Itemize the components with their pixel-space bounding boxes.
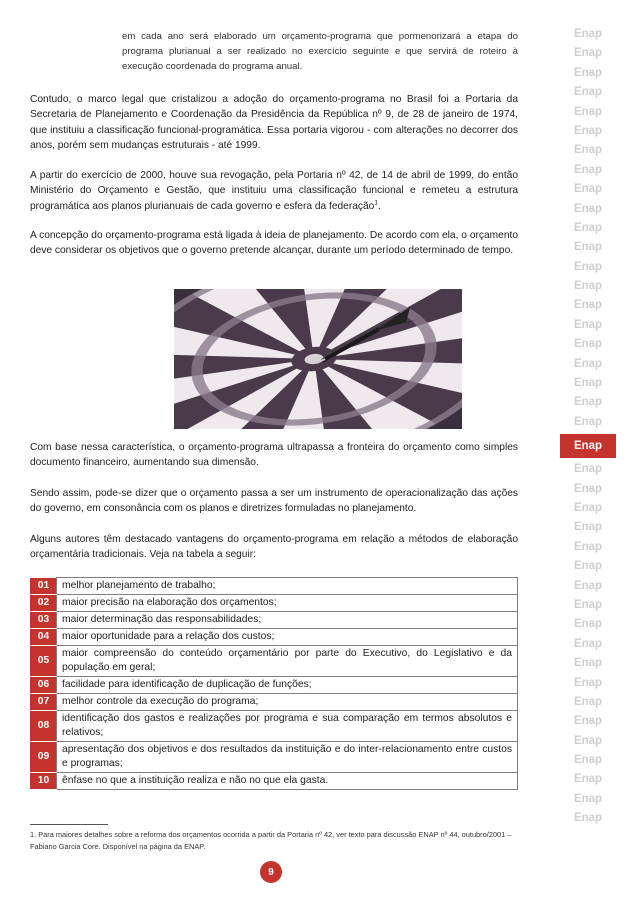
sidebar-tab[interactable]: Enap: [573, 338, 603, 351]
sidebar-tab-active[interactable]: Enap: [560, 434, 616, 458]
sidebar-tab[interactable]: Enap: [573, 183, 603, 196]
table-row: [31, 612, 518, 629]
sidebar-tab[interactable]: Enap: [573, 299, 603, 312]
sidebar-tab[interactable]: Enap: [573, 618, 603, 631]
table-row: [31, 694, 518, 711]
sidebar-tab[interactable]: Enap: [573, 560, 603, 573]
row-number: 07: [31, 694, 57, 711]
sidebar-tab[interactable]: Enap: [573, 163, 603, 176]
sidebar-tab[interactable]: Enap: [573, 812, 603, 825]
paragraph-2-text: A partir do exercício de 2000, houve sua revogação, pela Portaria nº 42, de 14 de abril de 1999, do então Ministério do Orçamento e Gestão, que instituiu uma classificação funcional e remeteu a estrutura programática aos planos plurianuais de cada governo e esfera da federação: [30, 170, 518, 212]
sidebar-tab[interactable]: Enap: [573, 754, 603, 767]
footnote: 1. Para maiores detalhes sobre a reforma dos orçamentos ocorrida a partir da Portaria nº 42, ver texto para discussão ENAP nº 44, outubro/2001 – Fabiano Garcia Core. Disponível na página da ENAP.: [30, 830, 512, 851]
table-row: [31, 711, 518, 742]
sidebar-tab[interactable]: Enap: [573, 144, 603, 157]
sidebar-tab[interactable]: Enap: [573, 734, 603, 747]
sidebar-tab[interactable]: Enap: [573, 318, 603, 331]
sidebar-tab[interactable]: Enap: [573, 357, 603, 370]
sidebar-tab[interactable]: Enap: [573, 124, 603, 137]
sidebar-tab[interactable]: Enap: [573, 540, 603, 553]
page-number-badge: 9: [260, 861, 282, 883]
row-number: 03: [31, 612, 57, 629]
sidebar-tab[interactable]: Enap: [573, 598, 603, 611]
row-number: 04: [31, 629, 57, 646]
footnote-ref[interactable]: 1: [374, 199, 378, 207]
advantages-table: [30, 577, 518, 790]
sidebar-tab[interactable]: Enap: [573, 377, 603, 390]
row-number: 02: [31, 595, 57, 612]
row-text: melhor planejamento de trabalho;: [57, 578, 518, 595]
row-text: facilidade para identificação de duplicação de funções;: [57, 677, 518, 694]
paragraph-6: Alguns autores têm destacado vantagens do orçamento-programa em relação a métodos de elaboração orçamentária tradicionais. Veja na tabela a seguir:: [30, 534, 518, 561]
sidebar-tab[interactable]: Enap: [573, 792, 603, 805]
table-row: [31, 629, 518, 646]
sidebar-tab[interactable]: Enap: [573, 415, 603, 428]
table-row: [31, 578, 518, 595]
row-number: 06: [31, 677, 57, 694]
sidebar-tab[interactable]: Enap: [573, 501, 603, 514]
dartboard-photo: [174, 289, 462, 429]
row-number: 01: [31, 578, 57, 595]
table-row: [31, 595, 518, 612]
sidebar-tab[interactable]: Enap: [573, 482, 603, 495]
row-number: 09: [31, 742, 57, 773]
row-text: melhor controle da execução do programa;: [57, 694, 518, 711]
sidebar-tab[interactable]: Enap: [573, 657, 603, 670]
sidebar-tab[interactable]: Enap: [573, 715, 603, 728]
table-row: [31, 773, 518, 790]
sidebar-tab[interactable]: Enap: [573, 105, 603, 118]
sidebar-tab[interactable]: Enap: [573, 86, 603, 99]
paragraph-4: Com base nessa característica, o orçamento-programa ultrapassa a fronteira do orçamento como simples documento financeiro, aumentando sua dimensão.: [30, 442, 518, 469]
dartboard-icon: [174, 289, 462, 429]
sidebar-tab[interactable]: Enap: [573, 241, 603, 254]
sidebar-tab[interactable]: Enap: [573, 396, 603, 409]
row-text: identificação dos gastos e realizações por programa e sua comparação em termos absolutos e relativos;: [57, 711, 518, 742]
row-text: maior precisão na elaboração dos orçamentos;: [57, 595, 518, 612]
sidebar-tab[interactable]: Enap: [573, 28, 603, 40]
row-text: ênfase no que a instituição realiza e não no que ela gasta.: [57, 773, 518, 790]
paragraph-5: Sendo assim, pode-se dizer que o orçamento passa a ser um instrumento de operacionalização das ações do governo, em consonância com os planos e diretrizes formuladas no planejamento.: [30, 488, 518, 515]
row-text: maior determinação das responsabilidades;: [57, 612, 518, 629]
row-text: maior oportunidade para a relação dos custos;: [57, 629, 518, 646]
sidebar-tab[interactable]: Enap: [573, 202, 603, 215]
sidebar-tab[interactable]: Enap: [573, 47, 603, 60]
paragraph-2: A partir do exercício de 2000, houve sua revogação, pela Portaria nº 42, de 14 de abril de 1999, do então Ministério do Orçamento e Gestão, que instituiu uma classificação funcional e remeteu a estrutura programática aos planos plurianuais de cada governo e esfera da federação$^1$.: [30, 170, 518, 212]
sidebar-enap-tabs: [560, 25, 616, 829]
paragraph-1: Contudo, o marco legal que cristalizou a adoção do orçamento-programa no Brasil foi a Portaria da Secretaria de Planejamento e Coordenação da Presidência da República nº 9, de 28 de janeiro de 1974, que instituiu a classificação funcional-programática. Essa portaria vigorou - com alterações no decorrer dos anos, porém sem mudanças estruturais - até 1999.: [30, 94, 518, 152]
sidebar-tab[interactable]: Enap: [573, 695, 603, 708]
sidebar-tab[interactable]: Enap: [573, 66, 603, 79]
row-number: 08: [31, 711, 57, 742]
sidebar-tab[interactable]: Enap: [573, 521, 603, 534]
table-row: [31, 677, 518, 694]
sidebar-tab[interactable]: Enap: [573, 637, 603, 650]
sidebar-tab[interactable]: Enap: [573, 260, 603, 273]
table-row: [31, 646, 518, 677]
footnote-divider: [30, 824, 108, 825]
sidebar-tab[interactable]: Enap: [573, 676, 603, 689]
sidebar-tab[interactable]: Enap: [573, 280, 603, 293]
row-text: apresentação dos objetivos e dos resultados da instituição e do inter-relacionamento entre custos e programas;: [57, 742, 518, 773]
sidebar-tab[interactable]: Enap: [573, 773, 603, 786]
table-row: [31, 742, 518, 773]
row-number: 10: [31, 773, 57, 790]
indented-quote: em cada ano será elaborado um orçamento-programa que pormenorizará a etapa do programa plurianual a ser realizado no exercício seguinte e que servirá de roteiro à execução coordenada do programa anual.: [122, 31, 518, 72]
sidebar-tab[interactable]: Enap: [573, 463, 603, 476]
sidebar-tab[interactable]: Enap: [573, 221, 603, 234]
row-text: maior compreensão do conteúdo orçamentário por parte do Executivo, do Legislativo e da população em geral;: [57, 646, 518, 677]
sidebar-tab[interactable]: Enap: [573, 579, 603, 592]
paragraph-3: A concepção do orçamento-programa está ligada à ideia de planejamento. De acordo com ela, o orçamento deve considerar os objetivos que o governo pretende alcançar, durante um período determinado de tempo.: [30, 230, 518, 257]
row-number: 05: [31, 646, 57, 677]
